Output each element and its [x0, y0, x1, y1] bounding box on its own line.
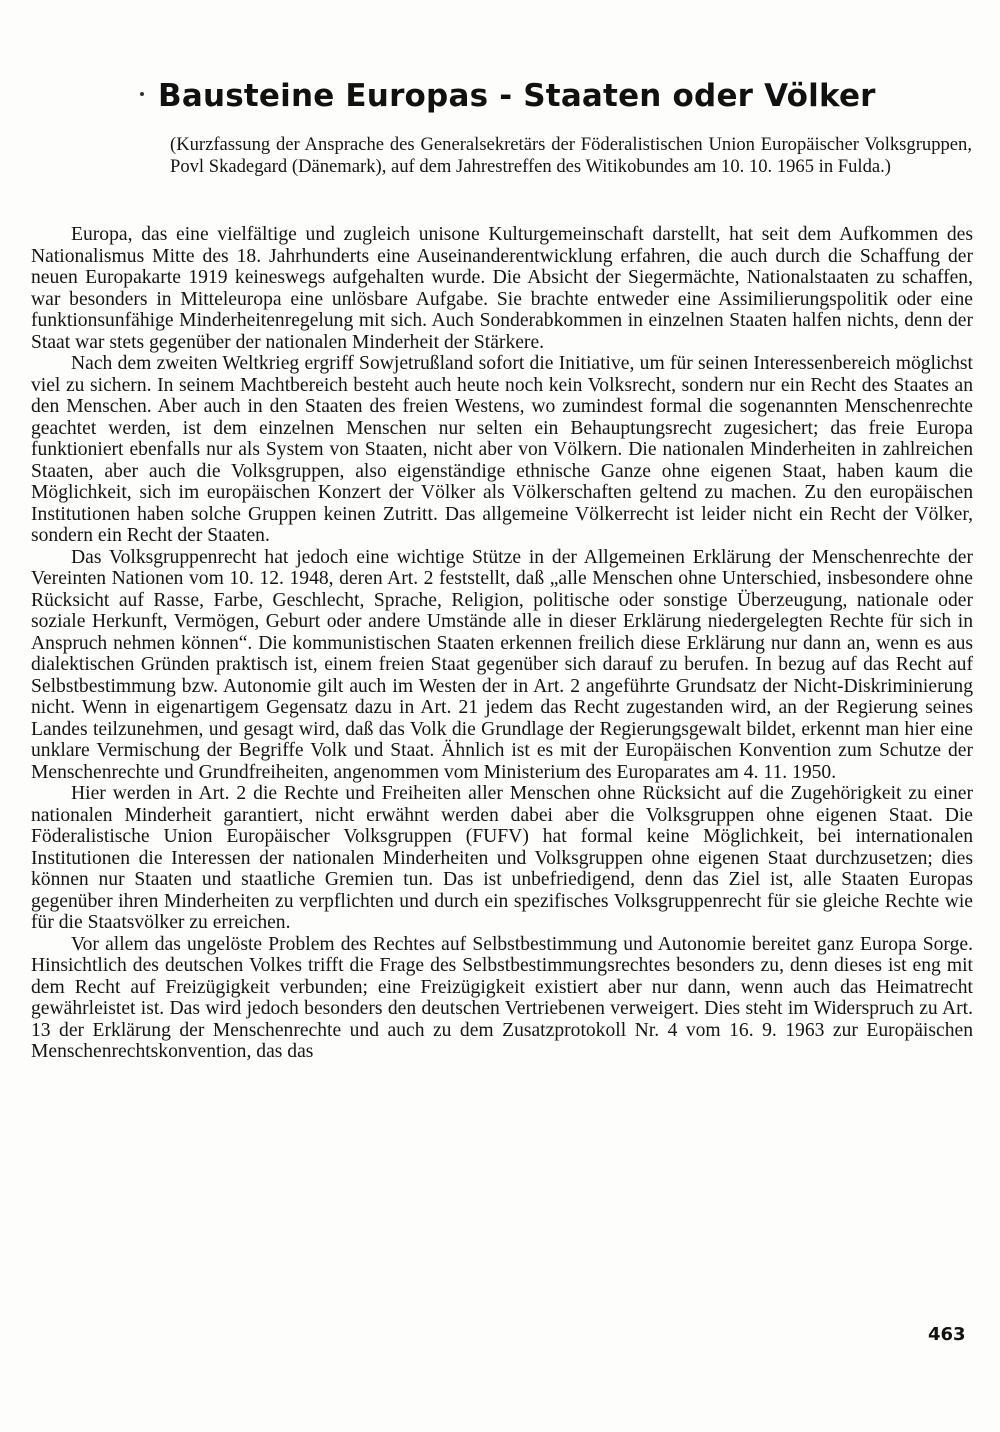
bullet-dot: [140, 92, 144, 96]
article-subtitle: (Kurzfassung der Ansprache des Generalsekretärs der Föderalistischen Union Europäischer Volksgruppen, Povl Skadegard (Dänemark), auf dem Jahrestreffen des Witikobundes am 10. 10. 1965 in Fulda.): [170, 134, 972, 177]
paragraph: Vor allem das ungelöste Problem des Rechtes auf Selbstbestimmung und Autonomie bereitet ganz Europa Sorge. Hinsichtlich des deutschen Volkes trifft die Frage des Selbstbestimmungsrechtes besonders zu, denn dieses ist eng mit dem Recht auf Freizügigkeit verbunden; eine Freizügigkeit existiert aber nur dann, wenn auch das Heimatrecht gewährleistet ist. Das wird jedoch besonders den deutschen Vertriebenen verweigert. Dies steht im Widerspruch zu Art. 13 der Erklärung der Menschenrechte und auch zu dem Zusatzprotokoll Nr. 4 vom 16. 9. 1963 zur Europäischen Menschenrechtskonvention, das das: [31, 933, 973, 1062]
paragraph: Das Volksgruppenrecht hat jedoch eine wichtige Stütze in der Allgemeinen Erklärung der Menschenrechte der Vereinten Nationen vom 10. 12. 1948, deren Art. 2 feststellt, daß „alle Menschen ohne Unterschied, insbesondere ohne Rücksicht auf Rasse, Farbe, Geschlecht, Sprache, Religion, politische oder sonstige Überzeugung, nationale oder soziale Herkunft, Vermögen, Geburt oder andere Umstände alle in dieser Erklärung niedergelegten Rechte für sich in Anspruch nehmen können“. Die kommunistischen Staaten erkennen freilich diese Erklärung nur dann an, wenn es aus dialektischen Gründen praktisch ist, einem freien Staat gegenüber sich darauf zu berufen. In bezug auf das Recht auf Selbstbestimmung bzw. Autonomie gilt auch im Westen der in Art. 2 angeführte Grundsatz der Nicht-Diskriminierung nicht. Wenn in eigenartigem Gegensatz dazu in Art. 21 jedem das Recht zugestanden wird, an der Regierung seines Landes teilzunehmen, und gesagt wird, daß das Volk die Grundlage der Regierungsgewalt bildet, erkennt man hier eine unklare Vermischung der Begriffe Volk und Staat. Ähnlich ist es mit der Europäischen Konvention zum Schutze der Menschenrechte und Grundfreiheiten, angenommen vom Ministerium des Europarates am 4. 11. 1950.: [31, 546, 973, 783]
article-title: Bausteine Europas - Staaten oder Völker: [158, 78, 876, 114]
page-number: 463: [928, 1324, 966, 1345]
article-body: [31, 224, 973, 1304]
paragraph: Hier werden in Art. 2 die Rechte und Freiheiten aller Menschen ohne Rücksicht auf die Zugehörigkeit zu einer nationalen Minderheit garantiert, nicht erwähnt werden dabei aber die Volksgruppen ohne eigenen Staat. Die Föderalistische Union Europäischer Volksgruppen (FUFV) hat formal keine Möglichkeit, bei internationalen Institutionen die Interessen der nationalen Minderheiten und Volksgruppen ohne eigenen Staat durchzusetzen; dies können nur Staaten und staatliche Gremien tun. Das ist unbefriedigend, denn das Ziel ist, alle Staaten Europas gegenüber ihren Minderheiten zu verpflichten und durch ein spezifisches Volksgruppenrecht für sie gleiche Rechte wie für die Staatsvölker zu erreichen.: [31, 783, 973, 933]
paragraph: Nach dem zweiten Weltkrieg ergriff Sowjetrußland sofort die Initiative, um für seinen Interessenbereich möglichst viel zu sichern. In seinem Machtbereich besteht auch heute noch kein Volksrecht, sondern nur ein Recht des Staates an den Menschen. Aber auch in den Staaten des freien Westens, wo zumindest formal die sogenannten Menschenrechte geachtet werden, ist dem einzelnen Menschen nur selten ein Behauptungsrecht zugesichert; das freie Europa funktioniert ebenfalls nur als System von Staaten, nicht aber von Völkern. Die nationalen Minderheiten in zahlreichen Staaten, aber auch die Volksgruppen, also eigenständige ethnische Ganze ohne eigenen Staat, haben kaum die Möglichkeit, sich im europäischen Konzert der Völker als Völkerschaften geltend zu machen. Zu den europäischen Institutionen haben solche Gruppen keinen Zutritt. Das allgemeine Völkerrecht ist leider nicht ein Recht der Völker, sondern ein Recht der Staaten.: [31, 353, 973, 546]
paragraph: Europa, das eine vielfältige und zugleich unisone Kulturgemeinschaft darstellt, hat seit dem Aufkommen des Nationalismus Mitte des 18. Jahrhunderts eine Auseinanderentwicklung erfahren, die auch durch die Schaffung der neuen Europakarte 1919 keineswegs aufgehalten wurde. Die Absicht der Siegermächte, Nationalstaaten zu schaffen, war besonders in Mitteleuropa eine unlösbare Aufgabe. Sie brachte entweder eine Assimilierungspolitik oder eine funktionsunfähige Minderheitenregelung mit sich. Auch Sonderabkommen in einzelnen Staaten halfen nichts, denn der Staat war stets gegenüber der nationalen Minderheit der Stärkere.: [31, 224, 973, 353]
